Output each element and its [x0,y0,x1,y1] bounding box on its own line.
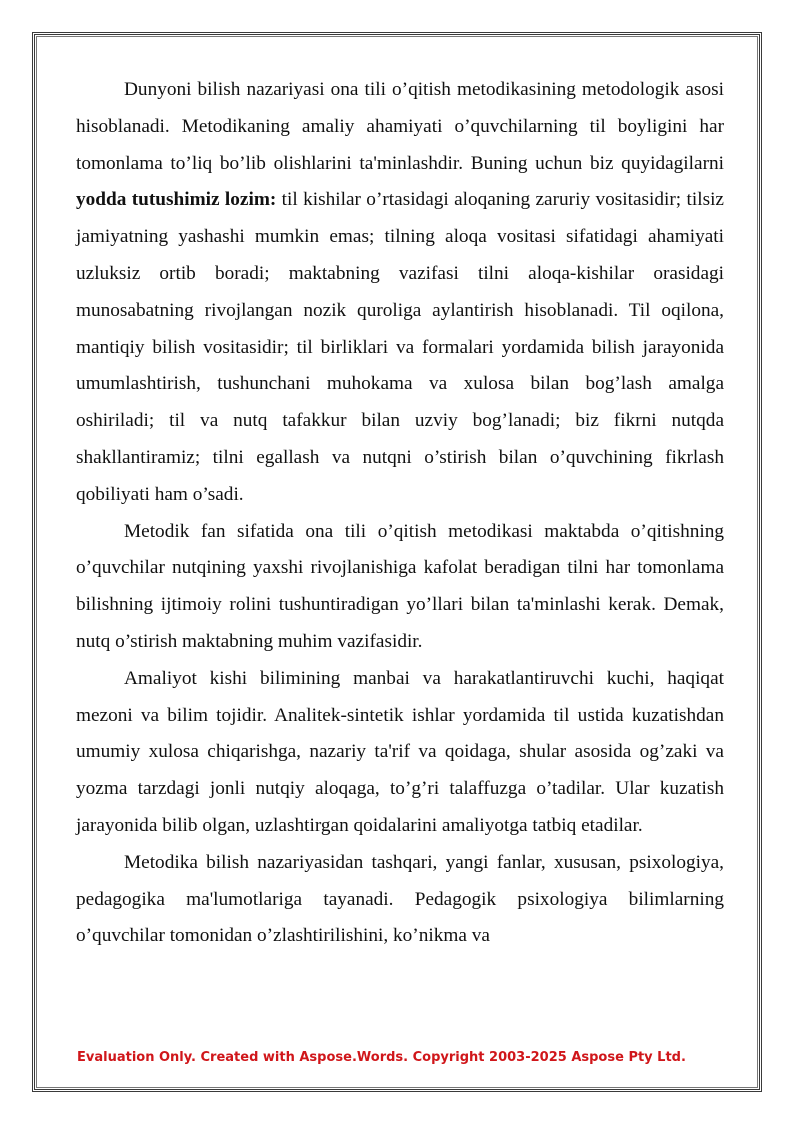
evaluation-watermark: Evaluation Only. Created with Aspose.Words. Copyright 2003-2025 Aspose Pty Ltd. [77,1050,686,1065]
paragraph-1-text-start: Dunyoni bilish nazariyasi ona tili o’qitish metodikasining metodologik asosi hisoblanadi. Metodikaning amaliy ahamiyati o’quvchilarning til boyligini har tomonlama to’liq bo’lib olishlarini ta'minlashdir. Buning uchun biz quyidagilarni [76,79,724,174]
paragraph-1 [76,72,724,514]
paragraph-1-bold-phrase: yodda tutushimiz lozim: [76,189,277,211]
paragraph-1-text-end: til kishilar o’rtasidagi aloqaning zaruriy vositasidir; tilsiz jamiyatning yashashi mumkin emas; tilning aloqa vositasi sifatidagi ahamiyati uzluksiz ortib boradi; maktabning vazifasi tilni aloqa-kishilar orasidagi munosabatning rivojlangan nozik quroliga aylantirish hisoblanadi. Til oqilona, mantiqiy bilish vositasidir; til birliklari va formalari yordamida bilish jarayonida umumlashtirish, tushunchani muhokama va xulosa bilan bog’lash amalga oshiriladi; til va nutq tafakkur bilan uzviy bog’lanadi; biz fikrni nutqda shakllantiramiz; tilni egallash va nutqni o’stirish bilan o’quvchining fikrlash qobiliyati ham o’sadi. [76,189,724,505]
paragraph-2: Metodik fan sifatida ona tili o’qitish metodikasi maktabda o’qitishning o’quvchilar nutqining yaxshi rivojlanishiga kafolat beradigan tilni har tomonlama bilishning ijtimoiy rolini tushuntiradigan yo’llari bilan ta'minlashi kerak. Demak, nutq o’stirish maktabning muhim vazifasidir. [76,520,724,652]
document-body [76,72,724,955]
paragraph-3: Amaliyot kishi bilimining manbai va harakatlantiruvchi kuchi, haqiqat mezoni va bilim tojidir. Analitek-sintetik ishlar yordamida til ustida kuzatishdan umumiy xulosa chiqarishga, nazariy ta'rif va qoidaga, shular asosida og’zaki va yozma tarzdagi jonli nutqiy aloqaga, to’g’ri talaffuzga o’tadilar. Ular kuzatish jarayonida bilib olgan, uzlashtirgan qoidalarini amaliyotga tatbiq etadilar. [76,667,724,836]
paragraph-4: Metodika bilish nazariyasidan tashqari, yangi fanlar, xususan, psixologiya, pedagogika ma'lumotlariga tayanadi. Pedagogik psixologiya bilimlarning o’quvchilar tomonidan o’zlashtirilishini, ko’nikma va [76,851,724,947]
